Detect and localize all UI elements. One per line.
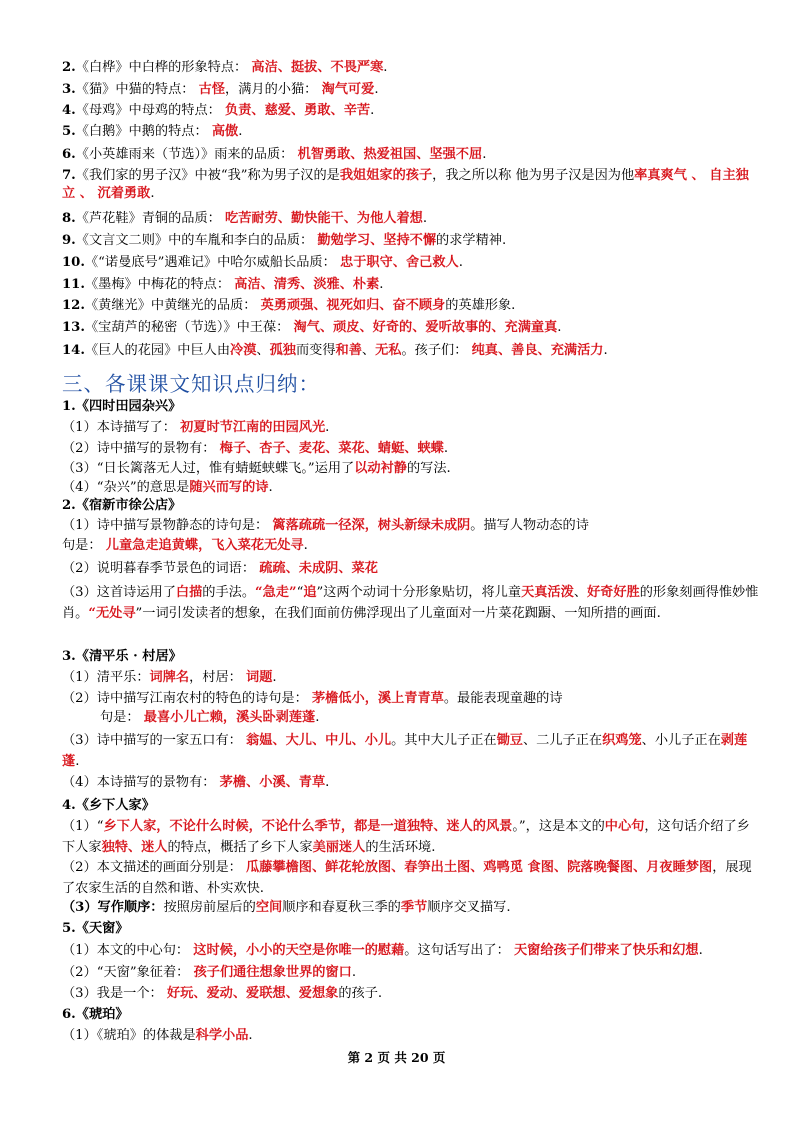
item-2: 2.《白桦》中白桦的形象特点： 高洁、挺拔、不畏严寒. [62,60,388,75]
section-heading: 三、各课课文知识点归纳： [62,372,320,396]
page-footer: 第 2 页 共 20 页 [347,1050,446,1065]
item-7: 7.《我们家的男子汉》中被“我”称为男子汉的是我姐姐家的孩子，我之所以称 他为男子汉是因为他率真爽气 、 自主独立 、 沉着勇敢. [62,168,749,201]
lesson-1-title: 1.《四时田园杂兴》 [62,399,182,414]
item-8: 8.《芦花鞋》青铜的品质： 吃苦耐劳、勤快能干、为他人着想. [62,211,428,226]
lesson-3-q3: （3）诗中描写的一家五口有： 翁媪、大儿、中儿、小儿。其中大儿子正在锄豆、二儿子正在织鸡笼、小儿子正在剥莲蓬. [62,733,748,769]
lesson-4-q3: （3）写作顺序：按照房前屋后的空间顺序和春夏秋三季的季节顺序交叉描写. [62,900,511,915]
lesson-5-q3: （3）我是一个： 好玩、爱动、爱联想、爱想象的孩子. [62,986,383,1001]
item-11: 11.《墨梅》中梅花的特点： 高洁、清秀、淡雅、朴素. [62,277,384,292]
item-9: 9.《文言文二则》中的车胤和李白的品质： 勤勉学习、坚持不懈的求学精神. [62,233,507,248]
item-12: 12.《黄继光》中黄继光的品质： 英勇顽强、视死如归、奋不顾身的英雄形象. [62,298,516,313]
lesson-6-title: 6.《琥珀》 [62,1007,129,1022]
lesson-1-q3: （3）“日长篱落无人过，惟有蜻蜓蛱蝶飞。”运用了以动衬静的写法. [62,461,451,476]
lesson-3-q1: （1）清平乐：词牌名，村居： 词题. [62,670,277,685]
item-5: 5.《白鹅》中鹅的特点： 高傲. [62,124,243,139]
lesson-2-q2: （2）说明暮春季节景色的词语： 疏疏、未成阴、菜花 [62,561,378,576]
item-4: 4.《母鸡》中母鸡的特点： 负责、慈爱、勇敢、辛苦. [62,103,375,118]
lesson-4-q1: （1）“乡下人家，不论什么时候，不论什么季节，都是一道独特、迷人的风景。”，这是本文的中心句，这句话介绍了乡下人家独特、迷人的特点，概括了乡下人家美丽迷人的生活环境. [62,819,750,855]
item-10: 10.《“诺曼底号”遇难记》中哈尔威船长品质： 忠于职守、舍己救人. [62,255,463,270]
item-14: 14.《巨人的花园》中巨人由冷漠、孤独而变得和善、无私。孩子们： 纯真、善良、充满活力. [62,343,608,358]
item-6: 6.《小英雄雨来（节选）》雨来的品质： 机智勇敢、热爱祖国、坚强不屈. [62,147,487,162]
lesson-1-q1: （1）本诗描写了： 初夏时节江南的田园风光. [62,420,330,435]
lesson-4-title: 4.《乡下人家》 [62,798,155,813]
lesson-5-title: 5.《天窗》 [62,921,129,936]
lesson-6-q1: （1）《琥珀》的体裁是科学小品. [62,1028,253,1043]
lesson-3-title: 3.《清平乐 · 村居》 [62,649,182,664]
lesson-5-q2: （2）“天窗”象征着： 孩子们通往想象世界的窗口. [62,965,357,980]
lesson-1-q2: （2）诗中描写的景物有： 梅子、杏子、麦花、菜花、蜻蜓、蛱蝶. [62,441,449,456]
lesson-3-q2: （2）诗中描写江南农村的特色的诗句是： 茅檐低小，溪上青青草。最能表现童趣的诗 [62,691,563,706]
lesson-1-q4: （4）“杂兴”的意思是随兴而写的诗. [62,480,273,495]
lesson-2-q3: （3）这首诗运用了白描的手法。“急走”“追”这两个动词十分形象贴切，将儿童天真活泼、好奇好胜的形象刻画得惟妙惟肖。“无处寻”一词引发读者的想象，在我们面前仿佛浮现出了儿童面对一片菜花踟蹰、一知所措的画面. [62,585,759,621]
item-13: 13.《宝葫芦的秘密（节选）》中王葆： 淘气、顽皮、好奇的、爱听故事的、充满童真. [62,320,562,335]
lesson-5-q1: （1）本文的中心句： 这时候，小小的天空是你唯一的慰藉。这句话写出了： 天窗给孩子们带来了快乐和幻想. [62,943,703,958]
item-3: 3.《猫》中猫的特点： 古怪，满月的小猫： 淘气可爱. [62,82,379,97]
lesson-2-title: 2.《宿新市徐公店》 [62,498,182,513]
lesson-3-q2-cont: 句是： 最喜小儿亡赖，溪头卧剥莲蓬. [100,710,320,725]
lesson-2-q1: （1）诗中描写景物静态的诗句是： 篱落疏疏一径深，树头新绿未成阴。描写人物动态的诗 [62,518,589,533]
lesson-2-q1-cont: 句是： 儿童急走追黄蝶，飞入菜花无处寻. [62,538,308,553]
lesson-4-q2: （2）本文描述的画面分别是： 瓜藤攀檐图、鲜花轮放图、春笋出土图、鸡鸭觅 食图、院落晚餐图、月夜睡梦图，展现了农家生活的自然和谐、朴实欢快. [62,860,752,896]
lesson-3-q4: （4）本诗描写的景物有： 茅檐、小溪、青草. [62,775,330,790]
